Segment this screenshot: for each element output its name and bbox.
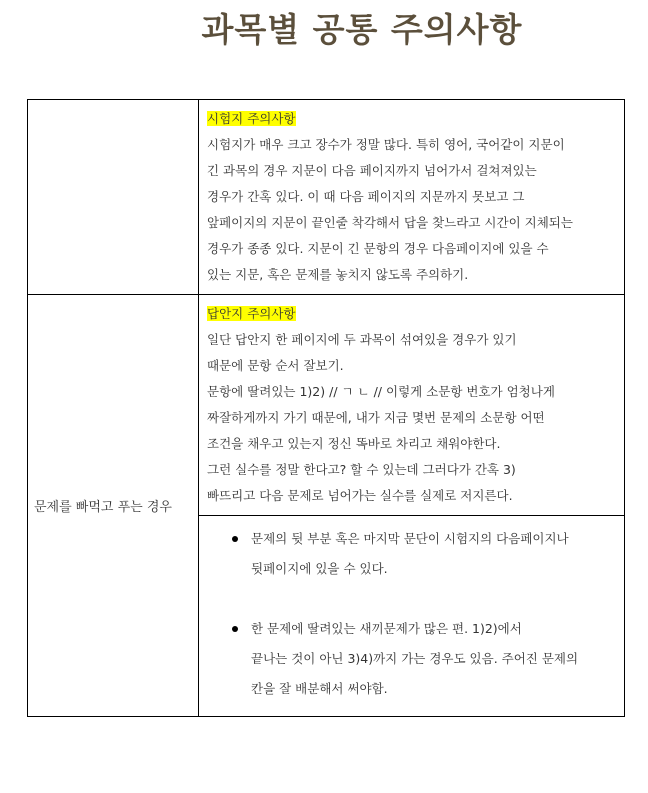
row-label-cell [28, 295, 199, 717]
text-line: 경우가 간혹 있다. 이 때 다음 페이지의 지문까지 못보고 그 [207, 189, 525, 204]
list-item [251, 524, 624, 584]
bullet-list [199, 516, 624, 716]
row-label-cell [28, 100, 199, 295]
text-line: 긴 과목의 경우 지문이 다음 페이지까지 넘어가서 걸쳐져있는 [207, 163, 537, 178]
text-line: 일단 답안지 한 페이지에 두 과목이 섞여있을 경우가 있기 [207, 332, 517, 347]
section-heading: 답안지 주의사항 [207, 306, 296, 321]
content-cell [199, 295, 625, 516]
text-line: 뒷페이지에 있을 수 있다. [251, 561, 388, 576]
answer-sheet-notes [199, 295, 624, 515]
text-line: 그런 실수를 정말 한다고? 할 수 있는데 그러다가 간혹 3) [207, 462, 516, 477]
notes-table [27, 99, 625, 717]
list-item [251, 614, 624, 704]
text-line: 문항에 딸려있는 1)2) // ㄱ ㄴ // 이렇게 소문항 번호가 엄청나게 [207, 384, 555, 399]
text-line: 있는 지문, 혹은 문제를 놓치지 않도록 주의하기. [207, 267, 469, 282]
content-cell [199, 100, 625, 295]
text-line: 빠뜨리고 다음 문제로 넘어가는 실수를 실제로 저지른다. [207, 488, 513, 503]
content-cell [199, 516, 625, 717]
table-row [28, 100, 625, 295]
text-line: 시험지가 매우 크고 장수가 정말 많다. 특히 영어, 국어같이 지문이 [207, 137, 565, 152]
text-line: 앞페이지의 지문이 끝인줄 착각해서 답을 찾느라고 시간이 지체되는 [207, 215, 573, 230]
text-line: 짜잘하게까지 가기 때문에, 내가 지금 몇번 문제의 소문항 어떤 [207, 410, 545, 425]
row-label: 문제를 빠먹고 푸는 경우 [34, 500, 172, 515]
exam-paper-notes [199, 100, 624, 294]
section-heading: 시험지 주의사항 [207, 111, 296, 126]
text-line: 끝나는 것이 아닌 3)4)까지 가는 경우도 있음. 주어진 문제의 [251, 651, 579, 666]
text-line: 때문에 문항 순서 잘보기. [207, 358, 344, 373]
table-row [28, 295, 625, 516]
text-line: 문제의 뒷 부분 혹은 마지막 문단이 시험지의 다음페이지나 [251, 531, 569, 546]
page-title: 과목별 공통 주의사항 [201, 10, 523, 49]
text-line: 한 문제에 딸려있는 새끼문제가 많은 편. 1)2)에서 [251, 621, 522, 636]
text-line: 칸을 잘 배분해서 써야함. [251, 681, 388, 696]
text-line: 경우가 종종 있다. 지문이 긴 문항의 경우 다음페이지에 있을 수 [207, 241, 549, 256]
text-line: 조건을 채우고 있는지 정신 똑바로 차리고 채워야한다. [207, 436, 501, 451]
